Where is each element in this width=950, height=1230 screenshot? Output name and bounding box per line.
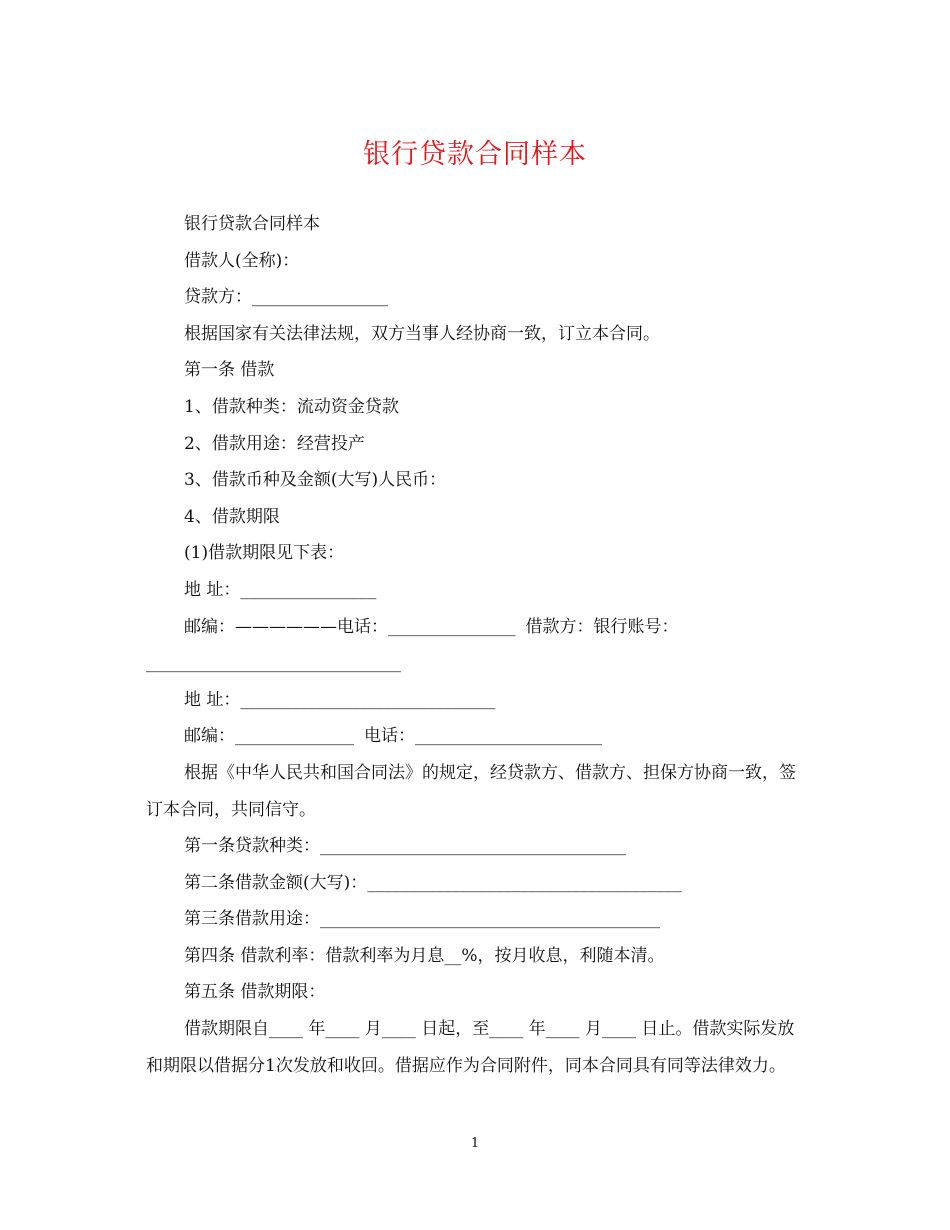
paragraph-postcode-phone-1	[146, 609, 806, 646]
postcode-label: 邮编：______________	[184, 726, 354, 747]
article-1-loan-type: 第一条贷款种类：____________________________________	[184, 836, 626, 857]
paragraph-subtitle: 银行贷款合同样本	[184, 214, 320, 234]
borrower-bank-account-label: 借款方：银行账号：	[525, 616, 679, 637]
paragraph-loan-term-detail: 借款期限自____ 年____ 月____ 日起，至____ 年____ 月____ 日止。借款实际发放和期限以借据分1次发放和收回。借据应作为合同附件，同本合同具有同等法律效力。	[146, 1019, 795, 1076]
paragraph-lender: 贷款方：________________	[184, 287, 388, 308]
paragraph-basis: 根据国家有关法律法规，双方当事人经协商一致，订立本合同。	[184, 323, 660, 344]
item-loan-term-table: (1)借款期限见下表：	[184, 543, 345, 564]
article-2-loan-amount: 第二条借款金额(大写)：_____________________________________	[184, 872, 682, 893]
page-number: 1	[470, 1136, 480, 1151]
paragraph-borrower: 借款人(全称)：	[184, 250, 300, 271]
phone-label: 电话：______________________	[364, 726, 602, 747]
item-loan-purpose: 2、借款用途：经营投产	[184, 433, 365, 454]
paragraph-contract-law: 根据《中华人民共和国合同法》的规定，经贷款方、借款方、担保方协商一致，签订本合同，共同信守。	[146, 762, 796, 820]
article-4-interest-rate: 第四条 借款利率：借款利率为月息__%，按月收息，利随本清。	[184, 945, 665, 966]
article-3-loan-purpose: 第三条借款用途：________________________________________	[184, 909, 660, 930]
paragraph-postcode-phone-2	[146, 718, 806, 755]
article-5-loan-term: 第五条 借款期限：	[184, 982, 326, 1003]
item-loan-type: 1、借款种类：流动资金贷款	[184, 396, 399, 417]
document-title: 银行贷款合同样本	[363, 139, 587, 170]
paragraph-address-1: 地 址：________________	[184, 579, 377, 600]
paragraph-address-2: 地 址：______________________________	[184, 689, 496, 710]
postcode-label: 邮编：	[184, 616, 235, 637]
article-1-heading: 第一条 借款	[184, 360, 275, 381]
phone-label: 电话：_______________	[337, 616, 516, 637]
item-loan-term: 4、借款期限	[184, 506, 280, 527]
paragraph-bank-account-blank: ______________________________	[146, 653, 401, 674]
postcode-dash: ——————	[235, 616, 337, 637]
item-loan-currency: 3、借款币种及金额(大写)人民币：	[184, 470, 447, 491]
document-body	[146, 206, 806, 1084]
